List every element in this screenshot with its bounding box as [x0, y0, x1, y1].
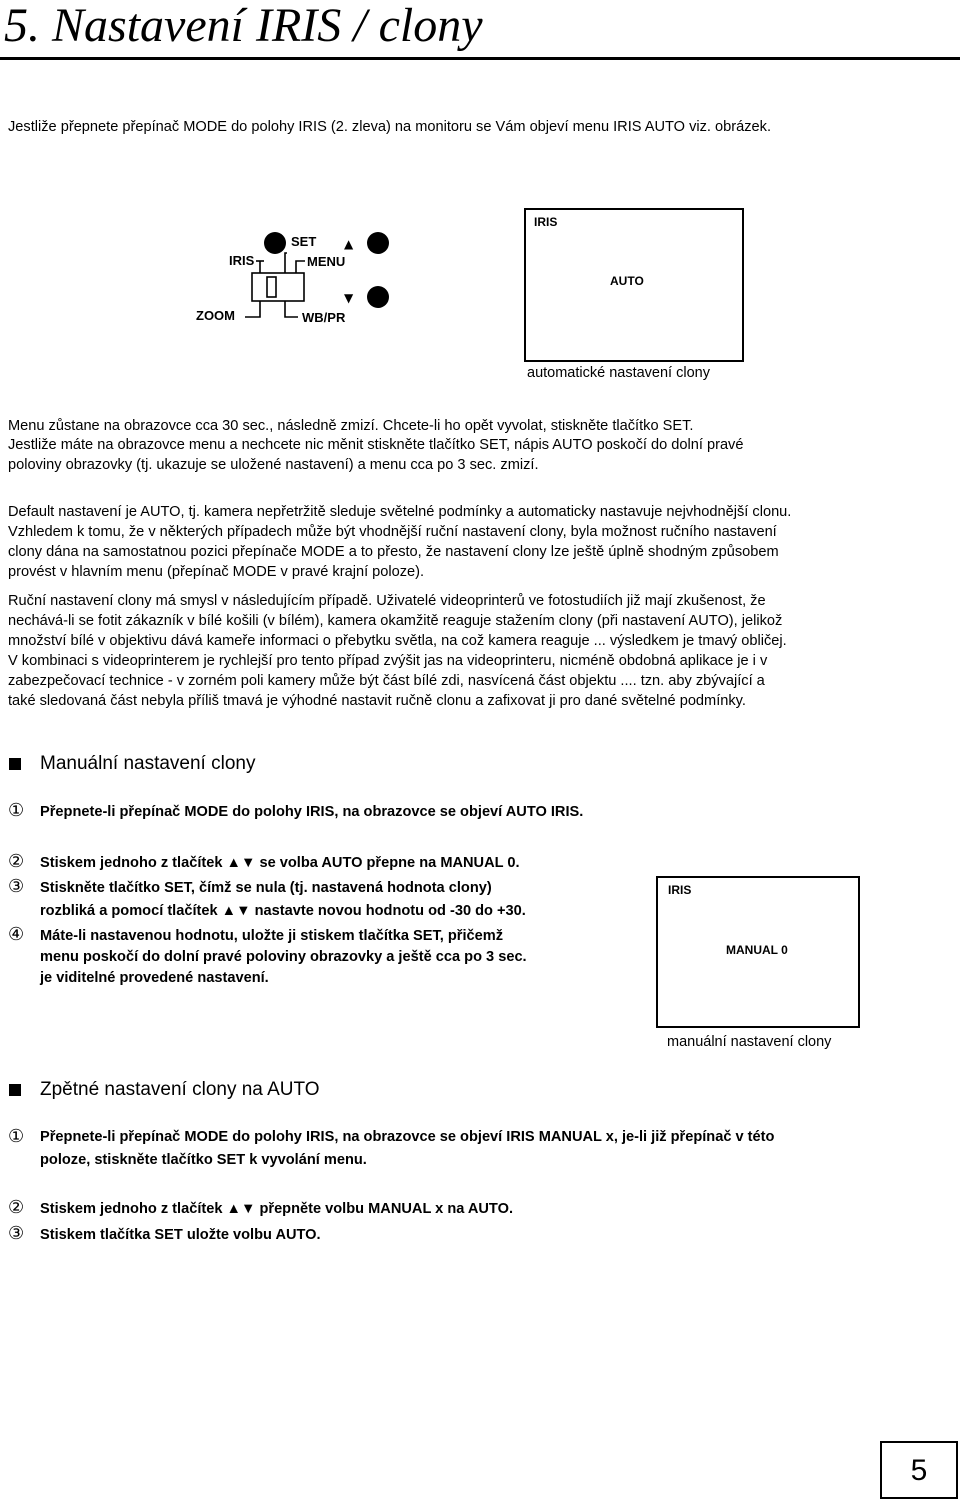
- manual-step-3-line2: rozbliká a pomocí tlačítek ▲▼ nastavte novou hodnotu od -30 do +30.: [40, 903, 526, 919]
- para3-line: provést v hlavním menu (přepínač MODE v pravé krajní poloze).: [8, 564, 425, 580]
- monitor-screen-manual: [656, 876, 860, 1028]
- manual-step-2: Stiskem jednoho z tlačítek ▲▼ se volba AUTO přepne na MANUAL 0.: [40, 855, 520, 871]
- para3-line: Default nastavení je AUTO, tj. kamera nepřetržitě sleduje světelné podmínky a automaticky nastavuje nejvhodnější clonu.: [8, 504, 792, 520]
- manual-step-3-line1: Stiskněte tlačítko SET, čímž se nula (tj. nastavená hodnota clony): [40, 880, 492, 896]
- up-button-icon: [367, 232, 389, 254]
- step-number: ③: [8, 1223, 25, 1243]
- manual-step-1: Přepnete-li přepínač MODE do polohy IRIS, na obrazovce se objeví AUTO IRIS.: [40, 804, 584, 820]
- auto-step-2: Stiskem jednoho z tlačítek ▲▼ přepněte volbu MANUAL x na AUTO.: [40, 1201, 513, 1217]
- auto-step-1-line2: poloze, stiskněte tlačítko SET k vyvolání menu.: [40, 1152, 367, 1168]
- para4-line: zabezpečovací technice - v zorném poli kamery může být část bílé zdi, nasvícená část objektu .... tzn. aby zbývající a: [8, 673, 765, 689]
- monitor-screen-auto: [524, 208, 744, 362]
- auto-heading: Zpětné nastavení clony na AUTO: [40, 1079, 320, 1100]
- manual-step-4-line2: menu poskočí do dolní pravé poloviny obrazovky a ještě cca po 3 sec.: [40, 949, 527, 965]
- para3-line: clony dána na samostatnou pozici přepínače MODE a to přesto, že nastavení clony lze ještě úplně shodným způsobem: [8, 544, 779, 560]
- step-number: ①: [8, 1126, 25, 1146]
- control-panel-diagram: [190, 225, 400, 335]
- panel-down-arrow: ▼: [344, 291, 354, 305]
- step-number: ②: [8, 1197, 25, 1217]
- para2-line: Jestliže máte na obrazovce menu a nechcete nic měnit stiskněte tlačítko SET, nápis AUTO poskočí do dolní pravé: [8, 437, 744, 453]
- step-number: ③: [8, 876, 25, 896]
- set-button-icon: [264, 232, 286, 254]
- intro-text: Jestliže přepnete přepínač MODE do polohy IRIS (2. zleva) na monitoru se Vám objeví menu IRIS AUTO viz. obrázek.: [8, 119, 772, 135]
- panel-zoom-label: ZOOM: [196, 308, 235, 323]
- para2-line: Menu zůstane na obrazovce cca 30 sec., následně zmizí. Chcete-li ho opět vyvolat, stiskněte tlačítko SET.: [8, 418, 694, 434]
- manual-step-4-line3: je viditelné provedené nastavení.: [40, 970, 269, 986]
- screen-auto-caption: automatické nastavení clony: [527, 365, 710, 381]
- screen-iris-label: IRIS: [668, 883, 692, 897]
- panel-set-label: SET: [291, 234, 317, 249]
- mode-switch: [252, 273, 304, 301]
- manual-heading: Manuální nastavení clony: [40, 753, 256, 774]
- para2-line: poloviny obrazovky (tj. ukazuje se uložené nastavení) a menu cca po 3 sec. zmizí.: [8, 457, 539, 473]
- panel-up-arrow: ▲: [344, 237, 354, 251]
- para4-line: množství bílé v objektivu dává kameře informaci o přebytku světla, na což kamera reaguje ... výsledkem je tmavý obličej.: [8, 633, 787, 649]
- para4-line: také sledovaná část nebyla příliš tmavá je výhodné nastavit ručně clonu a zafixovat ji pro dané světelné podmínky.: [8, 693, 746, 709]
- auto-step-3: Stiskem tlačítka SET uložte volbu AUTO.: [40, 1227, 321, 1243]
- auto-step-1-line1: Přepnete-li přepínač MODE do polohy IRIS, na obrazovce se objeví IRIS MANUAL x, je-li již přepínač v této: [40, 1129, 775, 1145]
- step-number: ④: [8, 924, 25, 944]
- screen-manual-value: MANUAL 0: [726, 943, 788, 957]
- screen-manual-caption: manuální nastavení clony: [667, 1034, 832, 1050]
- page-title: 5. Nastavení IRIS / clony: [4, 0, 483, 52]
- page-number: 5: [880, 1441, 958, 1499]
- para4-line: Ruční nastavení clony má smysl v následujícím případě. Uživatelé videoprinterů ve fotostudiích již mají zkušenost, že: [8, 593, 766, 609]
- para4-line: nechává-li se fotit zákazník v bílé košili (v bílém), kamera okamžitě reaguje stažením clony (při nastavení AUTO), jelikož: [8, 613, 783, 629]
- section-bullet-icon: [9, 1084, 21, 1096]
- screen-iris-label: IRIS: [534, 215, 558, 229]
- manual-step-4-line1: Máte-li nastavenou hodnotu, uložte ji stiskem tlačítka SET, přičemž: [40, 928, 504, 944]
- para4-line: V kombinaci s videoprinterem je rychlejší pro tento případ zvýšit jas na videoprinteru, nicméně obdobná aplikace je i v: [8, 653, 768, 669]
- mode-switch-knob: [267, 277, 276, 297]
- section-bullet-icon: [9, 758, 21, 770]
- step-number: ①: [8, 800, 25, 820]
- title-divider: [0, 57, 960, 60]
- para3-line: Vzhledem k tomu, že v některých případech může být vhodnější ruční nastavení clony, byla možnost ručního nastavení: [8, 524, 777, 540]
- down-button-icon: [367, 286, 389, 308]
- panel-iris-label: IRIS: [229, 253, 255, 268]
- panel-wbpr-label: WB/PR: [302, 310, 346, 325]
- step-number: ②: [8, 851, 25, 871]
- panel-menu-label: MENU: [307, 254, 346, 269]
- screen-auto-value: AUTO: [610, 274, 644, 288]
